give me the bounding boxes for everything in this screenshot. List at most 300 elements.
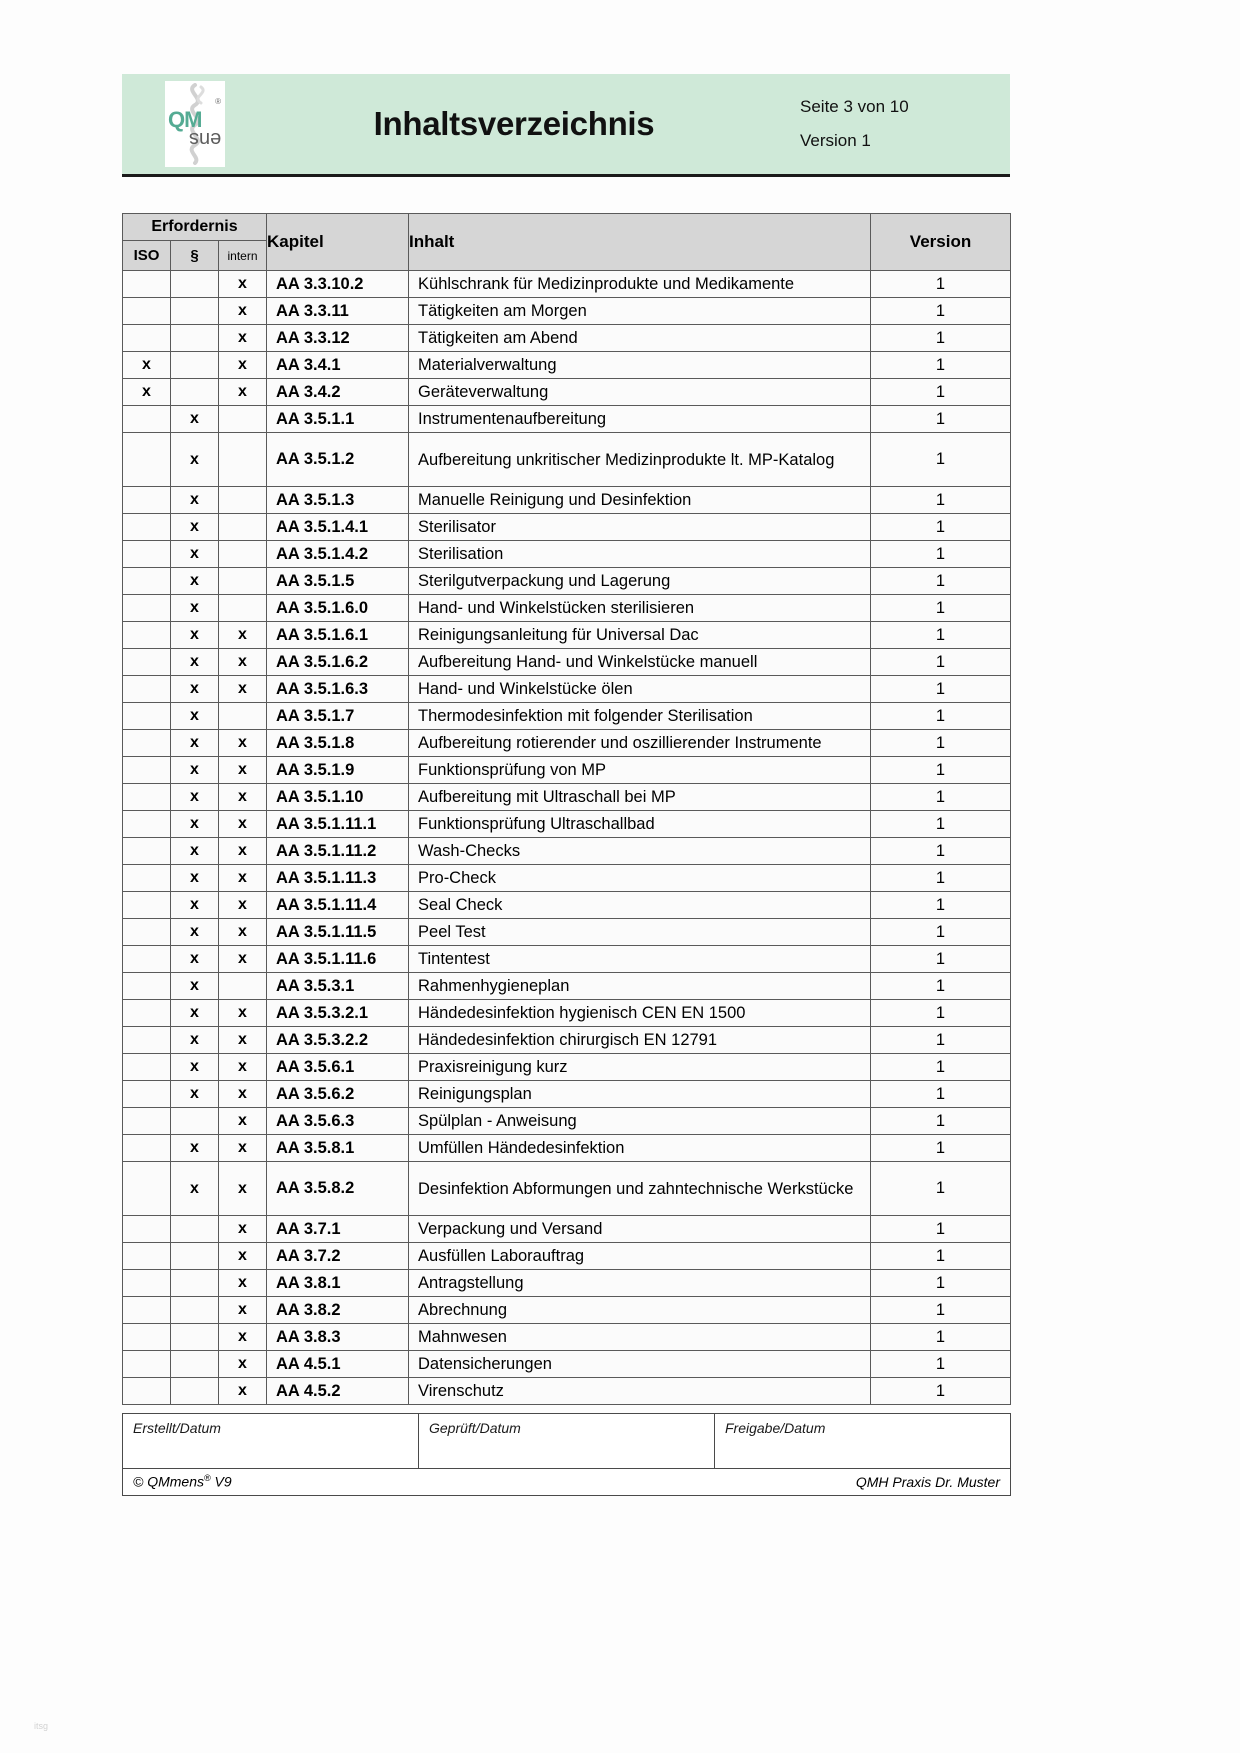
cell-inhalt: Hand- und Winkelstücke ölen <box>409 676 871 703</box>
cell-intern-mark: x <box>219 1027 267 1054</box>
cell-inhalt: Thermodesinfektion mit folgender Sterilisation <box>409 703 871 730</box>
cell-kapitel: AA 3.5.3.2.2 <box>267 1027 409 1054</box>
table-row[interactable] <box>123 784 1011 811</box>
cell-iso-mark <box>123 973 171 1000</box>
page-watermark: itsg <box>34 1721 49 1731</box>
table-row[interactable] <box>123 649 1011 676</box>
column-header-iso: ISO <box>123 241 171 271</box>
title-container <box>240 74 788 174</box>
table-row[interactable] <box>123 1324 1011 1351</box>
cell-intern-mark: x <box>219 1081 267 1108</box>
cell-paragraph-mark: x <box>171 865 219 892</box>
cell-kapitel: AA 3.5.3.1 <box>267 973 409 1000</box>
cell-kapitel: AA 3.5.1.4.1 <box>267 514 409 541</box>
cell-iso-mark <box>123 487 171 514</box>
cell-paragraph-mark <box>171 379 219 406</box>
table-row[interactable] <box>123 1027 1011 1054</box>
table-row[interactable] <box>123 1081 1011 1108</box>
cell-paragraph-mark <box>171 1216 219 1243</box>
cell-inhalt: Aufbereitung Hand- und Winkelstücke manuell <box>409 649 871 676</box>
cell-kapitel: AA 3.5.1.11.4 <box>267 892 409 919</box>
cell-paragraph-mark <box>171 1108 219 1135</box>
cell-paragraph-mark: x <box>171 946 219 973</box>
cell-kapitel: AA 3.5.1.6.3 <box>267 676 409 703</box>
cell-paragraph-mark <box>171 298 219 325</box>
table-row[interactable] <box>123 973 1011 1000</box>
cell-inhalt: Virenschutz <box>409 1378 871 1405</box>
cell-inhalt: Funktionsprüfung Ultraschallbad <box>409 811 871 838</box>
cell-intern-mark: x <box>219 811 267 838</box>
cell-iso-mark <box>123 1054 171 1081</box>
cell-paragraph-mark: x <box>171 730 219 757</box>
cell-version: 1 <box>871 919 1011 946</box>
cell-intern-mark: x <box>219 892 267 919</box>
table-row[interactable] <box>123 352 1011 379</box>
cell-version: 1 <box>871 1324 1011 1351</box>
cell-iso-mark <box>123 1162 171 1216</box>
cell-version: 1 <box>871 838 1011 865</box>
cell-kapitel: AA 3.5.1.6.1 <box>267 622 409 649</box>
cell-iso-mark <box>123 622 171 649</box>
cell-iso-mark <box>123 1135 171 1162</box>
table-row[interactable] <box>123 1162 1011 1216</box>
cell-iso-mark <box>123 1216 171 1243</box>
cell-iso-mark <box>123 514 171 541</box>
cell-paragraph-mark: x <box>171 703 219 730</box>
page-number-label: Seite 3 von 10 <box>800 97 909 116</box>
table-row[interactable] <box>123 406 1011 433</box>
cell-paragraph-mark: x <box>171 514 219 541</box>
cell-inhalt: Tintentest <box>409 946 871 973</box>
table-row[interactable] <box>123 514 1011 541</box>
cell-iso-mark <box>123 433 171 487</box>
cell-version: 1 <box>871 352 1011 379</box>
table-row[interactable] <box>123 271 1011 298</box>
footer-copyright <box>123 1469 567 1495</box>
cell-paragraph-mark <box>171 1324 219 1351</box>
cell-paragraph-mark: x <box>171 541 219 568</box>
cell-intern-mark: x <box>219 1162 267 1216</box>
footer-copyright-text: © QMmens <box>133 1474 204 1491</box>
cell-paragraph-mark: x <box>171 595 219 622</box>
cell-intern-mark: x <box>219 325 267 352</box>
cell-inhalt: Peel Test <box>409 919 871 946</box>
cell-kapitel: AA 3.5.1.11.5 <box>267 919 409 946</box>
toc-table-body <box>123 271 1011 1405</box>
cell-kapitel: AA 3.8.1 <box>267 1270 409 1297</box>
cell-intern-mark: x <box>219 649 267 676</box>
cell-kapitel: AA 3.8.2 <box>267 1297 409 1324</box>
cell-iso-mark <box>123 1324 171 1351</box>
cell-kapitel: AA 4.5.1 <box>267 1351 409 1378</box>
cell-inhalt: Mahnwesen <box>409 1324 871 1351</box>
cell-inhalt: Händedesinfektion chirurgisch EN 12791 <box>409 1027 871 1054</box>
cell-paragraph-mark: x <box>171 568 219 595</box>
cell-version: 1 <box>871 946 1011 973</box>
table-row[interactable] <box>123 433 1011 487</box>
cell-version: 1 <box>871 514 1011 541</box>
column-group-erfordernis: Erfordernis <box>123 214 267 241</box>
table-row[interactable] <box>123 946 1011 973</box>
cell-iso-mark <box>123 703 171 730</box>
cell-paragraph-mark: x <box>171 622 219 649</box>
logo-container <box>122 74 240 174</box>
cell-version: 1 <box>871 973 1011 1000</box>
table-row[interactable] <box>123 919 1011 946</box>
cell-iso-mark <box>123 784 171 811</box>
cell-kapitel: AA 3.5.6.1 <box>267 1054 409 1081</box>
cell-intern-mark: x <box>219 1243 267 1270</box>
cell-iso-mark <box>123 298 171 325</box>
cell-inhalt: Sterilgutverpackung und Lagerung <box>409 568 871 595</box>
cell-iso-mark <box>123 1351 171 1378</box>
cell-version: 1 <box>871 730 1011 757</box>
cell-intern-mark: x <box>219 730 267 757</box>
cell-inhalt: Pro-Check <box>409 865 871 892</box>
cell-paragraph-mark: x <box>171 1135 219 1162</box>
table-row[interactable] <box>123 892 1011 919</box>
cell-paragraph-mark <box>171 325 219 352</box>
cell-paragraph-mark: x <box>171 1054 219 1081</box>
table-row[interactable] <box>123 1297 1011 1324</box>
column-header-kapitel: Kapitel <box>267 214 409 271</box>
cell-paragraph-mark: x <box>171 1027 219 1054</box>
cell-version: 1 <box>871 325 1011 352</box>
cell-version: 1 <box>871 1000 1011 1027</box>
cell-kapitel: AA 3.5.1.4.2 <box>267 541 409 568</box>
cell-kapitel: AA 3.5.1.7 <box>267 703 409 730</box>
cell-inhalt: Aufbereitung rotierender und oszillierender Instrumente <box>409 730 871 757</box>
cell-intern-mark: x <box>219 757 267 784</box>
cell-paragraph-mark: x <box>171 811 219 838</box>
cell-version: 1 <box>871 757 1011 784</box>
cell-intern-mark: x <box>219 622 267 649</box>
cell-kapitel: AA 3.5.3.2.1 <box>267 1000 409 1027</box>
cell-paragraph-mark: x <box>171 406 219 433</box>
table-row[interactable] <box>123 1243 1011 1270</box>
cell-intern-mark: x <box>219 676 267 703</box>
cell-inhalt: Reinigungsanleitung für Universal Dac <box>409 622 871 649</box>
cell-paragraph-mark <box>171 271 219 298</box>
cell-paragraph-mark <box>171 1243 219 1270</box>
cell-kapitel: AA 4.5.2 <box>267 1378 409 1405</box>
cell-inhalt: Rahmenhygieneplan <box>409 973 871 1000</box>
cell-kapitel: AA 3.5.1.11.3 <box>267 865 409 892</box>
footer-copyright-version: V9 <box>210 1474 232 1491</box>
cell-kapitel: AA 3.5.1.3 <box>267 487 409 514</box>
cell-intern-mark: x <box>219 352 267 379</box>
cell-kapitel: AA 3.5.1.6.2 <box>267 649 409 676</box>
cell-paragraph-mark <box>171 1351 219 1378</box>
document-sheet <box>122 74 1010 1496</box>
cell-inhalt: Praxisreinigung kurz <box>409 1054 871 1081</box>
cell-version: 1 <box>871 1270 1011 1297</box>
cell-inhalt: Wash-Checks <box>409 838 871 865</box>
cell-iso-mark <box>123 730 171 757</box>
table-row[interactable] <box>123 811 1011 838</box>
cell-kapitel: AA 3.7.2 <box>267 1243 409 1270</box>
qmmens-logo <box>165 81 225 167</box>
cell-version: 1 <box>871 811 1011 838</box>
signature-checked-field[interactable]: Geprüft/Datum <box>419 1414 715 1469</box>
table-row[interactable] <box>123 1135 1011 1162</box>
table-row[interactable] <box>123 541 1011 568</box>
cell-intern-mark <box>219 595 267 622</box>
logo-ens-text: ens <box>189 128 222 150</box>
cell-iso-mark <box>123 568 171 595</box>
cell-intern-mark <box>219 568 267 595</box>
cell-inhalt: Seal Check <box>409 892 871 919</box>
cell-paragraph-mark: x <box>171 649 219 676</box>
cell-paragraph-mark: x <box>171 1081 219 1108</box>
cell-iso-mark <box>123 757 171 784</box>
cell-kapitel: AA 3.3.12 <box>267 325 409 352</box>
cell-kapitel: AA 3.7.1 <box>267 1216 409 1243</box>
column-header-intern: intern <box>219 241 267 271</box>
column-header-paragraph: § <box>171 241 219 271</box>
cell-iso-mark <box>123 892 171 919</box>
cell-inhalt: Sterilisation <box>409 541 871 568</box>
cell-intern-mark: x <box>219 379 267 406</box>
document-header <box>122 74 1010 177</box>
table-row[interactable] <box>123 379 1011 406</box>
signature-released-field[interactable]: Freigabe/Datum <box>715 1414 1011 1469</box>
cell-inhalt: Kühlschrank für Medizinprodukte und Medikamente <box>409 271 871 298</box>
footer-row <box>123 1469 1011 1495</box>
cell-version: 1 <box>871 1216 1011 1243</box>
footer-registered-icon: ® <box>204 1473 211 1484</box>
cell-intern-mark <box>219 703 267 730</box>
cell-inhalt: Hand- und Winkelstücken sterilisieren <box>409 595 871 622</box>
cell-version: 1 <box>871 622 1011 649</box>
cell-version: 1 <box>871 568 1011 595</box>
cell-kapitel: AA 3.5.1.11.2 <box>267 838 409 865</box>
cell-kapitel: AA 3.4.1 <box>267 352 409 379</box>
cell-kapitel: AA 3.5.1.9 <box>267 757 409 784</box>
cell-intern-mark: x <box>219 1054 267 1081</box>
cell-iso-mark <box>123 595 171 622</box>
cell-iso-mark <box>123 406 171 433</box>
cell-kapitel: AA 3.5.1.8 <box>267 730 409 757</box>
cell-kapitel: AA 3.5.8.2 <box>267 1162 409 1216</box>
cell-paragraph-mark: x <box>171 487 219 514</box>
cell-version: 1 <box>871 784 1011 811</box>
cell-version: 1 <box>871 892 1011 919</box>
cell-kapitel: AA 3.5.8.1 <box>267 1135 409 1162</box>
cell-kapitel: AA 3.5.1.11.6 <box>267 946 409 973</box>
cell-kapitel: AA 3.3.11 <box>267 298 409 325</box>
cell-version: 1 <box>871 406 1011 433</box>
table-row[interactable] <box>123 838 1011 865</box>
table-header-row-group <box>123 214 1011 241</box>
cell-intern-mark: x <box>219 919 267 946</box>
cell-inhalt: Desinfektion Abformungen und zahntechnische Werkstücke <box>409 1162 871 1216</box>
table-row[interactable] <box>123 325 1011 352</box>
cell-inhalt: Tätigkeiten am Abend <box>409 325 871 352</box>
table-row[interactable] <box>123 1378 1011 1405</box>
cell-iso-mark <box>123 1000 171 1027</box>
table-row[interactable] <box>123 1351 1011 1378</box>
page-title: Inhaltsverzeichnis <box>373 105 655 142</box>
cell-iso-mark <box>123 811 171 838</box>
cell-paragraph-mark: x <box>171 676 219 703</box>
cell-paragraph-mark: x <box>171 1162 219 1216</box>
cell-version: 1 <box>871 433 1011 487</box>
column-header-inhalt: Inhalt <box>409 214 871 271</box>
cell-intern-mark <box>219 406 267 433</box>
cell-inhalt: Antragstellung <box>409 1270 871 1297</box>
cell-intern-mark: x <box>219 946 267 973</box>
cell-version: 1 <box>871 271 1011 298</box>
cell-kapitel: AA 3.5.1.11.1 <box>267 811 409 838</box>
cell-kapitel: AA 3.4.2 <box>267 379 409 406</box>
header-meta <box>788 74 1010 174</box>
cell-kapitel: AA 3.5.1.10 <box>267 784 409 811</box>
cell-version: 1 <box>871 649 1011 676</box>
cell-kapitel: AA 3.3.10.2 <box>267 271 409 298</box>
cell-inhalt: Aufbereitung mit Ultraschall bei MP <box>409 784 871 811</box>
cell-iso-mark: x <box>123 379 171 406</box>
cell-paragraph-mark: x <box>171 433 219 487</box>
table-row[interactable] <box>123 568 1011 595</box>
cell-kapitel: AA 3.8.3 <box>267 1324 409 1351</box>
table-row[interactable] <box>123 865 1011 892</box>
cell-intern-mark: x <box>219 1000 267 1027</box>
cell-intern-mark: x <box>219 1378 267 1405</box>
table-row[interactable] <box>123 1270 1011 1297</box>
cell-paragraph-mark: x <box>171 1000 219 1027</box>
cell-inhalt: Abrechnung <box>409 1297 871 1324</box>
table-row[interactable] <box>123 730 1011 757</box>
cell-version: 1 <box>871 298 1011 325</box>
cell-inhalt: Funktionsprüfung von MP <box>409 757 871 784</box>
cell-version: 1 <box>871 1378 1011 1405</box>
cell-iso-mark <box>123 1027 171 1054</box>
cell-intern-mark <box>219 487 267 514</box>
cell-iso-mark <box>123 649 171 676</box>
cell-version: 1 <box>871 1027 1011 1054</box>
cell-iso-mark <box>123 676 171 703</box>
cell-intern-mark <box>219 541 267 568</box>
table-row[interactable] <box>123 298 1011 325</box>
table-row[interactable] <box>123 703 1011 730</box>
cell-inhalt: Materialverwaltung <box>409 352 871 379</box>
cell-inhalt: Instrumentenaufbereitung <box>409 406 871 433</box>
cell-paragraph-mark <box>171 1297 219 1324</box>
toc-table-container <box>122 213 1010 1405</box>
cell-version: 1 <box>871 1351 1011 1378</box>
cell-inhalt: Tätigkeiten am Morgen <box>409 298 871 325</box>
table-row[interactable] <box>123 1000 1011 1027</box>
cell-version: 1 <box>871 676 1011 703</box>
cell-iso-mark <box>123 1108 171 1135</box>
footer-practice-name: QMH Praxis Dr. Muster <box>567 1469 1011 1495</box>
cell-version: 1 <box>871 1297 1011 1324</box>
cell-paragraph-mark: x <box>171 757 219 784</box>
table-row[interactable] <box>123 595 1011 622</box>
cell-kapitel: AA 3.5.1.6.0 <box>267 595 409 622</box>
cell-intern-mark: x <box>219 838 267 865</box>
cell-paragraph-mark: x <box>171 784 219 811</box>
cell-intern-mark: x <box>219 865 267 892</box>
table-row[interactable] <box>123 1108 1011 1135</box>
signature-created-field[interactable]: Erstellt/Datum <box>123 1414 419 1469</box>
cell-iso-mark <box>123 1378 171 1405</box>
cell-version: 1 <box>871 595 1011 622</box>
cell-kapitel: AA 3.5.6.2 <box>267 1081 409 1108</box>
cell-version: 1 <box>871 865 1011 892</box>
cell-intern-mark: x <box>219 1324 267 1351</box>
cell-version: 1 <box>871 703 1011 730</box>
cell-version: 1 <box>871 1054 1011 1081</box>
cell-iso-mark <box>123 1243 171 1270</box>
table-row[interactable] <box>123 1054 1011 1081</box>
cell-iso-mark <box>123 919 171 946</box>
cell-kapitel: AA 3.5.1.5 <box>267 568 409 595</box>
cell-version: 1 <box>871 379 1011 406</box>
table-row[interactable] <box>123 1216 1011 1243</box>
cell-version: 1 <box>871 1081 1011 1108</box>
cell-intern-mark: x <box>219 1135 267 1162</box>
cell-kapitel: AA 3.5.6.3 <box>267 1108 409 1135</box>
cell-version: 1 <box>871 541 1011 568</box>
cell-version: 1 <box>871 1162 1011 1216</box>
cell-paragraph-mark: x <box>171 892 219 919</box>
signature-table <box>122 1413 1011 1469</box>
cell-inhalt: Spülplan - Anweisung <box>409 1108 871 1135</box>
cell-version: 1 <box>871 1108 1011 1135</box>
cell-iso-mark <box>123 325 171 352</box>
cell-paragraph-mark <box>171 1270 219 1297</box>
cell-iso-mark: x <box>123 352 171 379</box>
cell-inhalt: Sterilisator <box>409 514 871 541</box>
cell-intern-mark: x <box>219 1216 267 1243</box>
cell-version: 1 <box>871 1135 1011 1162</box>
cell-paragraph-mark: x <box>171 919 219 946</box>
cell-intern-mark: x <box>219 1351 267 1378</box>
logo-registered-icon: ® <box>215 97 221 106</box>
table-row[interactable] <box>123 676 1011 703</box>
table-row[interactable] <box>123 487 1011 514</box>
cell-inhalt: Ausfüllen Laborauftrag <box>409 1243 871 1270</box>
cell-intern-mark <box>219 973 267 1000</box>
table-row[interactable] <box>123 622 1011 649</box>
cell-intern-mark: x <box>219 1270 267 1297</box>
cell-inhalt: Reinigungsplan <box>409 1081 871 1108</box>
cell-inhalt: Verpackung und Versand <box>409 1216 871 1243</box>
cell-iso-mark <box>123 541 171 568</box>
signature-row <box>123 1414 1011 1469</box>
cell-inhalt: Aufbereitung unkritischer Medizinprodukte lt. MP-Katalog <box>409 433 871 487</box>
cell-iso-mark <box>123 865 171 892</box>
cell-intern-mark: x <box>219 1108 267 1135</box>
table-row[interactable] <box>123 757 1011 784</box>
column-header-version: Version <box>871 214 1011 271</box>
cell-paragraph-mark: x <box>171 973 219 1000</box>
cell-iso-mark <box>123 1297 171 1324</box>
cell-intern-mark <box>219 433 267 487</box>
cell-intern-mark <box>219 514 267 541</box>
cell-iso-mark <box>123 1270 171 1297</box>
cell-intern-mark: x <box>219 1297 267 1324</box>
cell-intern-mark: x <box>219 784 267 811</box>
cell-paragraph-mark <box>171 352 219 379</box>
cell-intern-mark: x <box>219 298 267 325</box>
cell-inhalt: Datensicherungen <box>409 1351 871 1378</box>
cell-iso-mark <box>123 271 171 298</box>
cell-iso-mark <box>123 1081 171 1108</box>
cell-inhalt: Umfüllen Händedesinfektion <box>409 1135 871 1162</box>
